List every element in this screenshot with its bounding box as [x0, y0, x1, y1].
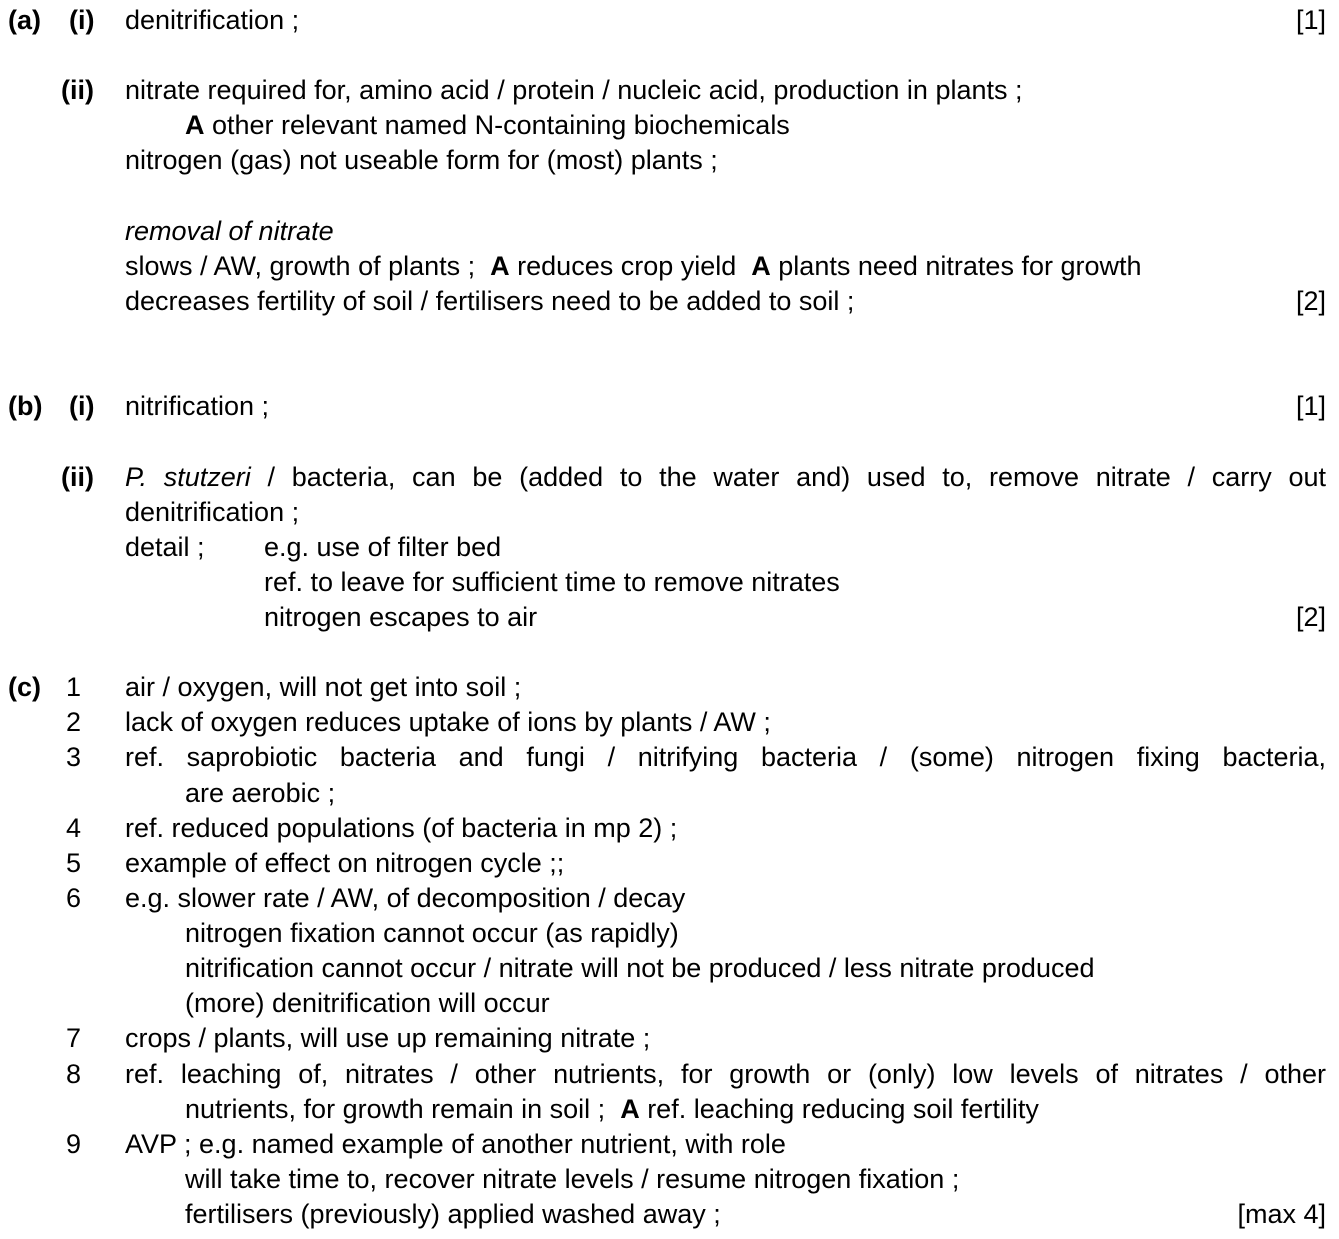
- b-ii-detail-2: ref. to leave for sufficient time to remove nitrates: [264, 567, 840, 597]
- b-i-mark: [1]: [1295, 391, 1326, 421]
- a-ii-line4: [125, 249, 1142, 284]
- c-point-6: e.g. slower rate / AW, of decomposition / decay: [125, 883, 686, 913]
- a-ii-line3: nitrogen (gas) not useable form for (most) plants ;: [125, 145, 718, 175]
- b-ii-detail-label: detail ;: [125, 532, 205, 562]
- c-mark: [max 4]: [1237, 1199, 1326, 1229]
- c-point-3-num: 3: [66, 742, 82, 772]
- c-point-6-b: nitrification cannot occur / nitrate will not be produced / less nitrate produced: [185, 953, 1095, 983]
- accept-marker: A: [490, 251, 510, 281]
- a-ii-heading: removal of nitrate: [125, 216, 334, 246]
- c-point-2: lack of oxygen reduces uptake of ions by plants / AW ;: [125, 707, 771, 737]
- species-name: P. stutzeri: [125, 462, 251, 492]
- c-point-9-b: fertilisers (previously) applied washed away ;: [185, 1199, 721, 1229]
- part-c-label: (c): [8, 672, 41, 702]
- b-ii-mark: [2]: [1295, 602, 1326, 632]
- c-point-8-num: 8: [66, 1059, 82, 1089]
- c-point-2-num: 2: [66, 707, 82, 737]
- b-ii-line1: [125, 460, 1326, 495]
- c-point-8: ref. leaching of, nitrates / other nutrients, for growth or (only) low levels of nitrates / other: [125, 1059, 1326, 1089]
- b-ii-line2: denitrification ;: [125, 497, 300, 527]
- a-ii-line2: [185, 108, 790, 143]
- part-a-label: (a): [8, 5, 41, 35]
- b-ii-detail-3: nitrogen escapes to air: [264, 602, 538, 632]
- a-ii-line4-a: slows / AW, growth of plants ;: [125, 251, 491, 281]
- b-ii-label: (ii): [61, 462, 94, 492]
- c-point-7: crops / plants, will use up remaining nitrate ;: [125, 1023, 651, 1053]
- a-ii-line1: nitrate required for, amino acid / protein / nucleic acid, production in plants ;: [125, 75, 1023, 105]
- a-i-answer: denitrification ;: [125, 5, 300, 35]
- a-i-mark: [1]: [1295, 5, 1326, 35]
- b-i-label: (i): [69, 391, 95, 421]
- c-point-9-a: will take time to, recover nitrate levels / resume nitrogen fixation ;: [185, 1164, 960, 1194]
- a-ii-mark: [2]: [1295, 286, 1326, 316]
- b-ii-detail-1: e.g. use of filter bed: [264, 532, 502, 562]
- b-ii-line1-text: / bacteria, can be (added to the water and) used to, remove nitrate / carry out: [250, 462, 1326, 492]
- accept-marker: A: [620, 1094, 640, 1124]
- a-i-label: (i): [69, 5, 95, 35]
- a-ii-line4-c: reduces crop yield: [509, 251, 752, 281]
- c-point-5-num: 5: [66, 848, 82, 878]
- c-point-8-cont-b: ref. leaching reducing soil fertility: [639, 1094, 1039, 1124]
- c-point-6-num: 6: [66, 883, 82, 913]
- c-point-3: ref. saprobiotic bacteria and fungi / nitrifying bacteria / (some) nitrogen fixing bacteria,: [125, 742, 1326, 772]
- c-point-6-c: (more) denitrification will occur: [185, 988, 550, 1018]
- c-point-4-num: 4: [66, 813, 82, 843]
- c-point-8-cont: [185, 1092, 1039, 1127]
- c-point-1-num: 1: [66, 672, 82, 702]
- accept-marker: A: [185, 110, 205, 140]
- c-point-9: AVP ; e.g. named example of another nutrient, with role: [125, 1129, 786, 1159]
- a-ii-line2-text: other relevant named N-containing biochemicals: [204, 110, 790, 140]
- c-point-3-cont: are aerobic ;: [185, 778, 336, 808]
- a-ii-line4-e: plants need nitrates for growth: [770, 251, 1142, 281]
- c-point-1: air / oxygen, will not get into soil ;: [125, 672, 522, 702]
- b-i-answer: nitrification ;: [125, 391, 270, 421]
- accept-marker: A: [751, 251, 771, 281]
- c-point-4: ref. reduced populations (of bacteria in mp 2) ;: [125, 813, 678, 843]
- a-ii-label: (ii): [61, 75, 94, 105]
- c-point-8-cont-a: nutrients, for growth remain in soil ;: [185, 1094, 621, 1124]
- a-ii-line5: decreases fertility of soil / fertilisers need to be added to soil ;: [125, 286, 855, 316]
- part-b-label: (b): [8, 391, 43, 421]
- c-point-9-num: 9: [66, 1129, 82, 1159]
- c-point-6-a: nitrogen fixation cannot occur (as rapidly): [185, 918, 679, 948]
- c-point-5: example of effect on nitrogen cycle ;;: [125, 848, 565, 878]
- c-point-7-num: 7: [66, 1023, 82, 1053]
